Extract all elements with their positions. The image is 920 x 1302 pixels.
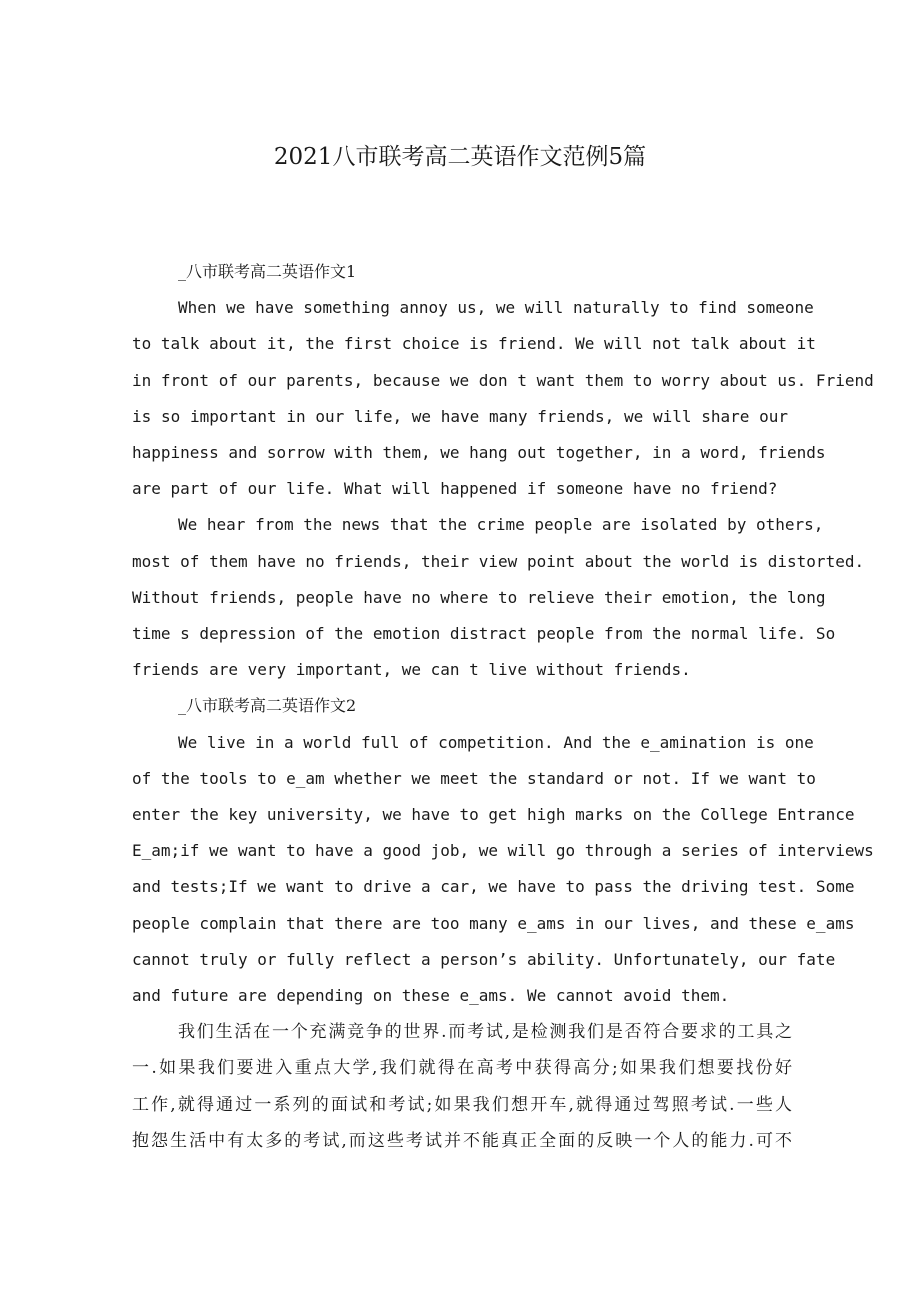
essay-2-chinese-line: 我们生活在一个充满竞争的世界.而考试,是检测我们是否符合要求的工具之 <box>178 1022 792 1043</box>
essay-2-paragraph-1-line: and tests;If we want to drive a car, we have to pass the driving test. Some <box>132 877 855 897</box>
essay-2-heading: _八市联考高二英语作文2 <box>178 696 357 716</box>
essay-2-paragraph-1-line: We live in a world full of competition. And the e_amination is one <box>178 732 814 752</box>
essay-2-chinese-line: 一.如果我们要进入重点大学,我们就得在高考中获得高分;如果我们想要找份好 <box>132 1058 792 1079</box>
essay-1-paragraph-1-line: is so important in our life, we have many friends, we will share our <box>132 406 788 426</box>
essay-2-paragraph-1-line: enter the key university, we have to get high marks on the College Entrance <box>132 805 855 825</box>
essay-1-paragraph-1-line: are part of our life. What will happened if someone have no friend? <box>132 479 778 499</box>
essay-1-paragraph-1-line: When we have something annoy us, we will naturally to find someone <box>178 298 814 318</box>
essay-1-paragraph-2-line: time s depression of the emotion distract people from the normal life. So <box>132 624 836 644</box>
essay-1-paragraph-1-line: happiness and sorrow with them, we hang out together, in a word, friends <box>132 443 826 463</box>
essay-2-paragraph-1-line: and future are depending on these e_ams. We cannot avoid them. <box>132 986 730 1006</box>
essay-2-paragraph-1-line: people complain that there are too many e_ams in our lives, and these e_ams <box>132 913 855 933</box>
essay-2-chinese-line: 抱怨生活中有太多的考试,而这些考试并不能真正全面的反映一个人的能力.可不 <box>132 1130 792 1151</box>
essay-1-paragraph-2-line: We hear from the news that the crime people are isolated by others, <box>178 515 824 535</box>
essay-2-chinese-line: 工作,就得通过一系列的面试和考试;如果我们想开车,就得通过驾照考试.一些人 <box>132 1094 792 1115</box>
essay-2-paragraph-1-line: cannot truly or fully reflect a person’s ability. Unfortunately, our fate <box>132 949 836 969</box>
document-body <box>132 254 874 1159</box>
essay-1-heading: _八市联考高二英语作文1 <box>178 262 357 281</box>
essay-1-paragraph-2-line: most of them have no friends, their view point about the world is distorted. <box>132 551 865 571</box>
essay-1-paragraph-1-line: to talk about it, the first choice is friend. We will not talk about it <box>132 334 816 354</box>
essay-2-paragraph-1-line: E_am;if we want to have a good job, we will go through a series of interviews <box>132 841 874 861</box>
document-title: 2021八市联考高二英语作文范例5篇 <box>273 144 647 170</box>
essay-1-paragraph-1-line: in front of our parents, because we don t want them to worry about us. Friend <box>132 370 874 390</box>
essay-2-paragraph-1-line: of the tools to e_am whether we meet the standard or not. If we want to <box>132 768 816 788</box>
essay-1-paragraph-2-line: Without friends, people have no where to relieve their emotion, the long <box>132 587 826 607</box>
essay-1-paragraph-2-line: friends are very important, we can t live without friends. <box>132 660 691 680</box>
